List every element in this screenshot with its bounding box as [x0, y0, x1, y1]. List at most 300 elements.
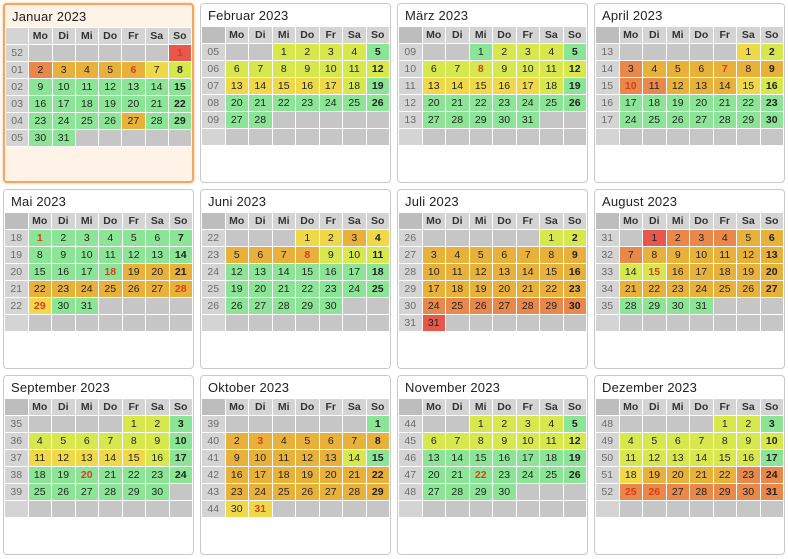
day-cell[interactable]: 9 [225, 450, 249, 467]
day-cell[interactable]: 18 [75, 96, 98, 113]
day-cell[interactable]: 8 [122, 433, 146, 450]
day-cell[interactable]: 11 [366, 247, 390, 264]
day-cell[interactable]: 17 [619, 95, 643, 112]
day-cell[interactable]: 31 [75, 298, 99, 315]
day-cell[interactable]: 8 [713, 433, 737, 450]
day-cell[interactable]: 13 [75, 450, 99, 467]
day-cell[interactable]: 30 [225, 501, 249, 518]
day-cell[interactable]: 24 [319, 95, 343, 112]
day-cell[interactable]: 26 [737, 281, 761, 298]
day-cell[interactable]: 12 [666, 78, 690, 95]
day-cell[interactable]: 16 [319, 264, 343, 281]
day-cell[interactable]: 19 [469, 281, 493, 298]
day-cell[interactable]: 16 [760, 78, 784, 95]
day-cell[interactable]: 9 [52, 247, 76, 264]
day-cell[interactable]: 11 [272, 450, 296, 467]
day-cell[interactable]: 8 [366, 433, 390, 450]
day-cell[interactable]: 23 [493, 95, 517, 112]
day-cell[interactable]: 28 [145, 113, 168, 130]
day-cell[interactable]: 6 [225, 61, 249, 78]
day-cell[interactable]: 11 [619, 450, 643, 467]
day-cell[interactable]: 2 [225, 433, 249, 450]
day-cell[interactable]: 14 [713, 78, 737, 95]
day-cell[interactable]: 4 [99, 230, 123, 247]
day-cell[interactable]: 3 [169, 416, 193, 433]
day-cell[interactable]: 13 [225, 78, 249, 95]
day-cell[interactable]: 30 [666, 298, 690, 315]
day-cell[interactable]: 2 [29, 62, 52, 79]
day-cell[interactable]: 23 [225, 484, 249, 501]
day-cell[interactable]: 18 [619, 467, 643, 484]
day-cell[interactable]: 24 [52, 113, 75, 130]
day-cell[interactable]: 29 [168, 113, 191, 130]
day-cell[interactable]: 29 [737, 112, 761, 129]
day-cell[interactable]: 27 [690, 112, 714, 129]
day-cell[interactable]: 17 [343, 264, 367, 281]
day-cell[interactable]: 21 [713, 95, 737, 112]
day-cell[interactable]: 29 [122, 484, 146, 501]
day-cell[interactable]: 16 [493, 450, 517, 467]
day-cell[interactable]: 22 [28, 281, 52, 298]
day-cell[interactable]: 3 [619, 61, 643, 78]
day-cell[interactable]: 2 [319, 230, 343, 247]
day-cell[interactable]: 28 [713, 112, 737, 129]
day-cell[interactable]: 29 [366, 484, 390, 501]
day-cell[interactable]: 16 [493, 78, 517, 95]
day-cell[interactable]: 22 [737, 95, 761, 112]
day-cell[interactable]: 24 [516, 467, 540, 484]
day-cell[interactable]: 19 [643, 467, 667, 484]
day-cell[interactable]: 7 [446, 61, 470, 78]
day-cell[interactable]: 14 [145, 79, 168, 96]
day-cell[interactable]: 13 [690, 78, 714, 95]
day-cell[interactable]: 12 [643, 450, 667, 467]
day-cell[interactable]: 3 [690, 230, 714, 247]
day-cell[interactable]: 23 [146, 467, 170, 484]
day-cell[interactable]: 25 [99, 281, 123, 298]
day-cell[interactable]: 2 [493, 44, 517, 61]
day-cell[interactable]: 7 [516, 247, 540, 264]
day-cell[interactable]: 6 [760, 230, 784, 247]
day-cell[interactable]: 27 [122, 113, 145, 130]
day-cell[interactable]: 27 [249, 298, 273, 315]
day-cell[interactable]: 6 [75, 433, 99, 450]
day-cell[interactable]: 1 [469, 44, 493, 61]
day-cell[interactable]: 23 [760, 95, 784, 112]
day-cell[interactable]: 7 [619, 247, 643, 264]
day-cell[interactable]: 8 [168, 62, 191, 79]
day-cell[interactable]: 17 [516, 78, 540, 95]
day-cell[interactable]: 25 [366, 281, 390, 298]
day-cell[interactable]: 22 [296, 281, 320, 298]
day-cell[interactable]: 30 [146, 484, 170, 501]
day-cell[interactable]: 10 [75, 247, 99, 264]
day-cell[interactable]: 12 [296, 450, 320, 467]
day-cell[interactable]: 13 [319, 450, 343, 467]
day-cell[interactable]: 22 [469, 95, 493, 112]
day-cell[interactable]: 26 [122, 281, 146, 298]
day-cell[interactable]: 29 [643, 298, 667, 315]
day-cell[interactable]: 27 [760, 281, 784, 298]
day-cell[interactable]: 31 [690, 298, 714, 315]
day-cell[interactable]: 2 [563, 230, 587, 247]
day-cell[interactable]: 21 [145, 96, 168, 113]
day-cell[interactable]: 5 [469, 247, 493, 264]
day-cell[interactable]: 4 [28, 433, 52, 450]
day-cell[interactable]: 5 [122, 230, 146, 247]
day-cell[interactable]: 6 [422, 61, 446, 78]
day-cell[interactable]: 20 [493, 281, 517, 298]
day-cell[interactable]: 5 [225, 247, 249, 264]
day-cell[interactable]: 4 [446, 247, 470, 264]
day-cell[interactable]: 11 [643, 78, 667, 95]
day-cell[interactable]: 25 [28, 484, 52, 501]
day-cell[interactable]: 14 [169, 247, 193, 264]
day-cell[interactable]: 7 [272, 247, 296, 264]
day-cell[interactable]: 11 [99, 247, 123, 264]
day-cell[interactable]: 4 [272, 433, 296, 450]
day-cell[interactable]: 17 [516, 450, 540, 467]
day-cell[interactable]: 21 [446, 467, 470, 484]
day-cell[interactable]: 23 [29, 113, 52, 130]
day-cell[interactable]: 28 [446, 484, 470, 501]
day-cell[interactable]: 16 [563, 264, 587, 281]
day-cell[interactable]: 26 [643, 484, 667, 501]
day-cell[interactable]: 9 [493, 61, 517, 78]
day-cell[interactable]: 5 [666, 61, 690, 78]
day-cell[interactable]: 11 [28, 450, 52, 467]
day-cell[interactable]: 3 [343, 230, 367, 247]
day-cell[interactable]: 6 [422, 433, 446, 450]
day-cell[interactable]: 9 [319, 247, 343, 264]
day-cell[interactable]: 13 [760, 247, 784, 264]
day-cell[interactable]: 18 [366, 264, 390, 281]
day-cell[interactable]: 21 [690, 467, 714, 484]
day-cell[interactable]: 3 [319, 44, 343, 61]
day-cell[interactable]: 4 [643, 61, 667, 78]
day-cell[interactable]: 13 [422, 78, 446, 95]
day-cell[interactable]: 20 [75, 467, 99, 484]
day-cell[interactable]: 25 [540, 95, 564, 112]
day-cell[interactable]: 22 [122, 467, 146, 484]
day-cell[interactable]: 20 [146, 264, 170, 281]
day-cell[interactable]: 28 [516, 298, 540, 315]
day-cell[interactable]: 23 [666, 281, 690, 298]
day-cell[interactable]: 8 [540, 247, 564, 264]
day-cell[interactable]: 19 [563, 450, 587, 467]
day-cell[interactable]: 10 [169, 433, 193, 450]
day-cell[interactable]: 28 [343, 484, 367, 501]
day-cell[interactable]: 5 [563, 416, 587, 433]
day-cell[interactable]: 10 [319, 61, 343, 78]
day-cell[interactable]: 28 [249, 112, 273, 129]
day-cell[interactable]: 25 [75, 113, 98, 130]
day-cell[interactable]: 7 [169, 230, 193, 247]
day-cell[interactable]: 20 [122, 96, 145, 113]
day-cell[interactable]: 1 [366, 416, 390, 433]
day-cell[interactable]: 29 [28, 298, 52, 315]
day-cell[interactable]: 20 [760, 264, 784, 281]
day-cell[interactable]: 5 [99, 62, 122, 79]
day-cell[interactable]: 8 [28, 247, 52, 264]
day-cell[interactable]: 12 [122, 247, 146, 264]
day-cell[interactable]: 9 [146, 433, 170, 450]
day-cell[interactable]: 13 [122, 79, 145, 96]
day-cell[interactable]: 7 [343, 433, 367, 450]
day-cell[interactable]: 20 [249, 281, 273, 298]
day-cell[interactable]: 24 [75, 281, 99, 298]
day-cell[interactable]: 27 [422, 484, 446, 501]
day-cell[interactable]: 25 [272, 484, 296, 501]
day-cell[interactable]: 20 [422, 467, 446, 484]
day-cell[interactable]: 14 [516, 264, 540, 281]
day-cell[interactable]: 12 [469, 264, 493, 281]
day-cell[interactable]: 5 [563, 44, 587, 61]
day-cell[interactable]: 14 [619, 264, 643, 281]
day-cell[interactable]: 9 [737, 433, 761, 450]
day-cell[interactable]: 3 [249, 433, 273, 450]
day-cell[interactable]: 30 [29, 130, 52, 147]
day-cell[interactable]: 1 [540, 230, 564, 247]
day-cell[interactable]: 16 [29, 96, 52, 113]
day-cell[interactable]: 7 [713, 61, 737, 78]
day-cell[interactable]: 10 [52, 79, 75, 96]
day-cell[interactable]: 26 [366, 95, 390, 112]
day-cell[interactable]: 15 [168, 79, 191, 96]
day-cell[interactable]: 11 [540, 61, 564, 78]
day-cell[interactable]: 26 [563, 95, 587, 112]
day-cell[interactable]: 25 [446, 298, 470, 315]
day-cell[interactable]: 8 [643, 247, 667, 264]
day-cell[interactable]: 1 [737, 44, 761, 61]
day-cell[interactable]: 3 [75, 230, 99, 247]
day-cell[interactable]: 22 [713, 467, 737, 484]
day-cell[interactable]: 23 [563, 281, 587, 298]
day-cell[interactable]: 5 [366, 44, 390, 61]
day-cell[interactable]: 26 [296, 484, 320, 501]
day-cell[interactable]: 21 [343, 467, 367, 484]
day-cell[interactable]: 20 [422, 95, 446, 112]
day-cell[interactable]: 30 [737, 484, 761, 501]
day-cell[interactable]: 12 [99, 79, 122, 96]
day-cell[interactable]: 22 [272, 95, 296, 112]
day-cell[interactable]: 14 [446, 78, 470, 95]
day-cell[interactable]: 9 [666, 247, 690, 264]
day-cell[interactable]: 28 [619, 298, 643, 315]
day-cell[interactable]: 5 [52, 433, 76, 450]
day-cell[interactable]: 27 [666, 484, 690, 501]
day-cell[interactable]: 22 [540, 281, 564, 298]
day-cell[interactable]: 19 [52, 467, 76, 484]
day-cell[interactable]: 30 [760, 112, 784, 129]
day-cell[interactable]: 15 [272, 78, 296, 95]
day-cell[interactable]: 16 [225, 467, 249, 484]
day-cell[interactable]: 30 [493, 112, 517, 129]
day-cell[interactable]: 10 [343, 247, 367, 264]
day-cell[interactable]: 9 [29, 79, 52, 96]
day-cell[interactable]: 10 [516, 433, 540, 450]
day-cell[interactable]: 20 [319, 467, 343, 484]
day-cell[interactable]: 7 [249, 61, 273, 78]
day-cell[interactable]: 18 [540, 78, 564, 95]
day-cell[interactable]: 21 [169, 264, 193, 281]
day-cell[interactable]: 15 [469, 78, 493, 95]
day-cell[interactable]: 24 [760, 467, 784, 484]
day-cell[interactable]: 21 [272, 281, 296, 298]
day-cell[interactable]: 9 [493, 433, 517, 450]
day-cell[interactable]: 8 [296, 247, 320, 264]
day-cell[interactable]: 4 [619, 433, 643, 450]
day-cell[interactable]: 28 [690, 484, 714, 501]
day-cell[interactable]: 5 [643, 433, 667, 450]
day-cell[interactable]: 31 [760, 484, 784, 501]
day-cell[interactable]: 21 [99, 467, 123, 484]
day-cell[interactable]: 25 [643, 112, 667, 129]
day-cell[interactable]: 19 [296, 467, 320, 484]
day-cell[interactable]: 18 [446, 281, 470, 298]
day-cell[interactable]: 21 [446, 95, 470, 112]
day-cell[interactable]: 4 [540, 44, 564, 61]
day-cell[interactable]: 15 [122, 450, 146, 467]
day-cell[interactable]: 3 [52, 62, 75, 79]
day-cell[interactable]: 27 [225, 112, 249, 129]
day-cell[interactable]: 13 [666, 450, 690, 467]
day-cell[interactable]: 28 [169, 281, 193, 298]
day-cell[interactable]: 15 [643, 264, 667, 281]
day-cell[interactable]: 1 [643, 230, 667, 247]
day-cell[interactable]: 14 [446, 450, 470, 467]
day-cell[interactable]: 16 [737, 450, 761, 467]
day-cell[interactable]: 11 [540, 433, 564, 450]
day-cell[interactable]: 23 [737, 467, 761, 484]
day-cell[interactable]: 17 [52, 96, 75, 113]
day-cell[interactable]: 4 [343, 44, 367, 61]
day-cell[interactable]: 12 [737, 247, 761, 264]
day-cell[interactable]: 18 [28, 467, 52, 484]
day-cell[interactable]: 10 [619, 78, 643, 95]
day-cell[interactable]: 17 [75, 264, 99, 281]
day-cell[interactable]: 11 [446, 264, 470, 281]
day-cell[interactable]: 13 [493, 264, 517, 281]
day-cell[interactable]: 9 [760, 61, 784, 78]
day-cell[interactable]: 11 [75, 79, 98, 96]
day-cell[interactable]: 26 [52, 484, 76, 501]
day-cell[interactable]: 4 [75, 62, 98, 79]
day-cell[interactable]: 6 [249, 247, 273, 264]
day-cell[interactable]: 14 [272, 264, 296, 281]
day-cell[interactable]: 25 [713, 281, 737, 298]
day-cell[interactable]: 1 [469, 416, 493, 433]
day-cell[interactable]: 27 [75, 484, 99, 501]
day-cell[interactable]: 15 [540, 264, 564, 281]
day-cell[interactable]: 8 [469, 433, 493, 450]
day-cell[interactable]: 16 [146, 450, 170, 467]
day-cell[interactable]: 15 [713, 450, 737, 467]
day-cell[interactable]: 1 [272, 44, 296, 61]
day-cell[interactable]: 1 [122, 416, 146, 433]
day-cell[interactable]: 9 [296, 61, 320, 78]
day-cell[interactable]: 29 [296, 298, 320, 315]
day-cell[interactable]: 7 [690, 433, 714, 450]
day-cell[interactable]: 1 [168, 45, 191, 62]
day-cell[interactable]: 4 [540, 416, 564, 433]
day-cell[interactable]: 16 [52, 264, 76, 281]
day-cell[interactable]: 29 [469, 112, 493, 129]
day-cell[interactable]: 3 [422, 247, 446, 264]
day-cell[interactable]: 23 [296, 95, 320, 112]
day-cell[interactable]: 7 [446, 433, 470, 450]
day-cell[interactable]: 6 [493, 247, 517, 264]
day-cell[interactable]: 29 [469, 484, 493, 501]
day-cell[interactable]: 30 [52, 298, 76, 315]
day-cell[interactable]: 25 [540, 467, 564, 484]
day-cell[interactable]: 15 [366, 450, 390, 467]
day-cell[interactable]: 13 [422, 450, 446, 467]
day-cell[interactable]: 11 [713, 247, 737, 264]
day-cell[interactable]: 31 [52, 130, 75, 147]
day-cell[interactable]: 29 [540, 298, 564, 315]
day-cell[interactable]: 12 [366, 61, 390, 78]
day-cell[interactable]: 8 [469, 61, 493, 78]
day-cell[interactable]: 11 [343, 61, 367, 78]
day-cell[interactable]: 17 [249, 467, 273, 484]
day-cell[interactable]: 6 [122, 62, 145, 79]
day-cell[interactable]: 19 [225, 281, 249, 298]
day-cell[interactable]: 24 [690, 281, 714, 298]
day-cell[interactable]: 23 [319, 281, 343, 298]
day-cell[interactable]: 17 [319, 78, 343, 95]
day-cell[interactable]: 26 [666, 112, 690, 129]
day-cell[interactable]: 5 [737, 230, 761, 247]
day-cell[interactable]: 19 [563, 78, 587, 95]
day-cell[interactable]: 12 [563, 433, 587, 450]
day-cell[interactable]: 3 [516, 44, 540, 61]
day-cell[interactable]: 19 [666, 95, 690, 112]
day-cell[interactable]: 6 [319, 433, 343, 450]
day-cell[interactable]: 27 [493, 298, 517, 315]
day-cell[interactable]: 10 [690, 247, 714, 264]
day-cell[interactable]: 6 [690, 61, 714, 78]
day-cell[interactable]: 18 [713, 264, 737, 281]
day-cell[interactable]: 26 [469, 298, 493, 315]
day-cell[interactable]: 5 [296, 433, 320, 450]
day-cell[interactable]: 24 [422, 298, 446, 315]
day-cell[interactable]: 30 [493, 484, 517, 501]
day-cell[interactable]: 15 [737, 78, 761, 95]
day-cell[interactable]: 20 [666, 467, 690, 484]
day-cell[interactable]: 26 [563, 467, 587, 484]
day-cell[interactable]: 4 [366, 230, 390, 247]
day-cell[interactable]: 1 [296, 230, 320, 247]
day-cell[interactable]: 16 [666, 264, 690, 281]
day-cell[interactable]: 7 [99, 433, 123, 450]
day-cell[interactable]: 12 [563, 61, 587, 78]
day-cell[interactable]: 10 [249, 450, 273, 467]
day-cell[interactable]: 14 [343, 450, 367, 467]
day-cell[interactable]: 22 [366, 467, 390, 484]
day-cell[interactable]: 12 [52, 450, 76, 467]
day-cell[interactable]: 31 [249, 501, 273, 518]
day-cell[interactable]: 2 [52, 230, 76, 247]
day-cell[interactable]: 18 [540, 450, 564, 467]
day-cell[interactable]: 24 [516, 95, 540, 112]
day-cell[interactable]: 24 [169, 467, 193, 484]
day-cell[interactable]: 24 [619, 112, 643, 129]
day-cell[interactable]: 1 [713, 416, 737, 433]
day-cell[interactable]: 7 [145, 62, 168, 79]
day-cell[interactable]: 13 [146, 247, 170, 264]
day-cell[interactable]: 9 [563, 247, 587, 264]
